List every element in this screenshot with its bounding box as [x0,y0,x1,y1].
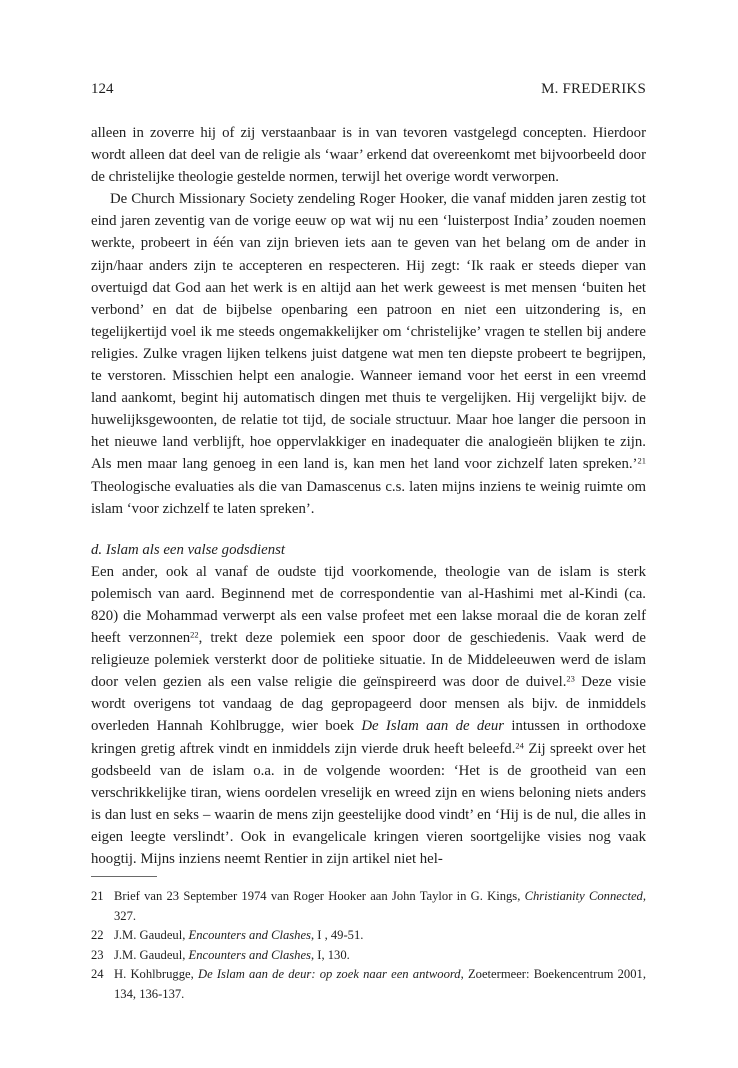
footnote-citation: J.M. Gaudeul, [114,947,189,962]
paragraph-3-part-4: intussen in orthodoxe kringen gretig aftrek vindt en inmiddels zijn vierde druk heeft beleefd. [91,718,646,757]
footnote-pages: 327. [114,908,137,923]
footnote-pages: , Zoetermeer: Boekencentrum 2001, 134, 136-137. [114,967,646,1001]
note-ref-21[interactable]: 21 [637,455,646,466]
footnote [91,887,646,926]
footnote-citation: Brief van 23 September 1974 van Roger Hooker aan John Taylor in G. Kings, [114,889,525,903]
section-heading: d. Islam als een valse godsdienst [91,541,285,558]
footnote-text [114,946,646,966]
running-head: M. FREDERIKS [541,81,646,97]
footnote-text [114,965,646,1004]
footnote-pages: , I, 130. [310,947,350,962]
paragraph-3-part-1: Een ander, ook al vanaf de oudste tijd voorkomende, theologie van de islam is sterk polemisch van aard. Beginnend met de correspondentie van al-Hashimi met al-Kindi (ca. 820) die Mohammad verwerpt als een valse profeet met een lakse moraal die de koran zelf heeft verzonnen [91,563,646,647]
paragraph-2-text-end: Theologische evaluaties als die van Damascenus c.s. laten mijns inziens te weinig ruimte om islam ‘voor zichzelf te laten spreken’. [91,478,646,517]
footnote-title: Encounters and Clashes [188,928,311,942]
footnote-number: 23 [91,947,104,962]
paragraph-3-part-3: Deze visie wordt overigens tot vandaag de dag gepropageerd door mensen als bijv. de inmiddels overleden Hannah Kohlbrugge, wier boek [91,674,646,735]
body-text [91,122,646,870]
paragraph-2 [91,188,646,519]
paragraph-3-part-2: , trekt deze polemiek een spoor door de geschiedenis. Vaak werd de religieuze polemiek versterkt door de politieke situatie. In de Middeleeuwen werd de islam door velen gezien als een valse religie die geïnspireerd was door de duivel. [91,630,646,691]
footnote [91,946,646,966]
note-ref-22[interactable]: 22 [190,629,199,640]
paragraph-3-part-5: Zij spreekt over het godsbeeld van de islam o.a. in de volgende woorden: ‘Het is de grootheid van een verschrikkelijke tiran, wiens oordelen vreselijk en wreed zijn en wiens beloning niets anders is dan lust en seks – waarin de mens zijn geestelijke dood vindt’ en ‘Hij is de nul, die alles in eigen leegte verslindt’. Ook in evangelicale kringen vieren soortgelijke visies nog vaak hoogtij. Mijns inziens neemt Rentier in zijn artikel niet hel- [91,740,647,867]
footnote-text [114,887,646,926]
note-ref-24[interactable]: 24 [515,739,524,750]
footnote-number: 22 [91,928,104,942]
footnote-citation: J.M. Gaudeul, [114,928,189,942]
book-title: De Islam aan de deur [361,718,505,735]
footnote-pages: , I , 49-51. [310,928,364,942]
footnote-title: De Islam aan de deur: op zoek naar een antwoord [197,967,461,981]
paragraph-3 [91,561,646,870]
footnote [91,965,646,1004]
footnote [91,926,646,946]
footnote-text [114,926,646,946]
footnote-number: 21 [91,889,104,903]
paragraph-1-text: alleen in zoverre hij of zij verstaanbaar is in van tevoren vastgelegd concepten. Hierdoor wordt alleen dat deel van de religie als ‘waar’ erkend dat overeenkomt met bijvoorbeeld door de christelijke theologie gestelde normen, terwijl het overige wordt verworpen. [91,125,646,186]
footnote-title: Christianity Connected, [524,889,646,903]
page-number: 124 [91,81,114,97]
footnotes [91,887,646,1004]
footnote-citation: H. Kohlbrugge, [114,967,198,981]
footnote-title: Encounters and Clashes [188,947,311,962]
note-ref-23[interactable]: 23 [566,673,575,684]
footnote-divider [91,876,157,877]
footnote-number: 24 [91,967,104,981]
paragraph-1 [91,122,646,188]
paragraph-2-text: De Church Missionary Society zendeling Roger Hooker, die vanaf midden jaren zestig tot eind jaren zeventig van de vorige eeuw op wat wij nu een ‘luisterpost India’ zouden noemen werkte, probeert in één van zijn brieven iets aan te geven van het belang om de ander in zijn/haar anders zijn te accepteren en respecteren. Hij zegt: ‘Ik raak er steeds dieper van overtuigd dat God aan het werk is en altijd aan het werk geweest is met mensen ‘buiten het verbond’ en dat de bijbelse openbaring een patroon en niet een uitzondering is, en tegelijkertijd voel ik me steeds ongemakkelijker om ‘christelijke’ vragen te stellen bij andere religies. Zulke vragen lijken telkens juist datgene wat men ten diepste probeert te begrijpen, te verstoren. Misschien helpt een analogie. Wanneer iemand voor het eerst in een vreemd land aankomt, begint hij automatisch dingen met thuis te vergelijken. Hij vergelijkt bijv. de huwelijksgewoonten, de relatie tot tijd, de sociale structuur. Maar hoe langer die persoon in het nieuwe land verblijft, hoe oppervlakkiger en inadequater die analogieën blijken te zijn. Als men maar lang genoeg in een land is, kan men het land voor zichzelf laten spreken.’ [91,191,646,473]
